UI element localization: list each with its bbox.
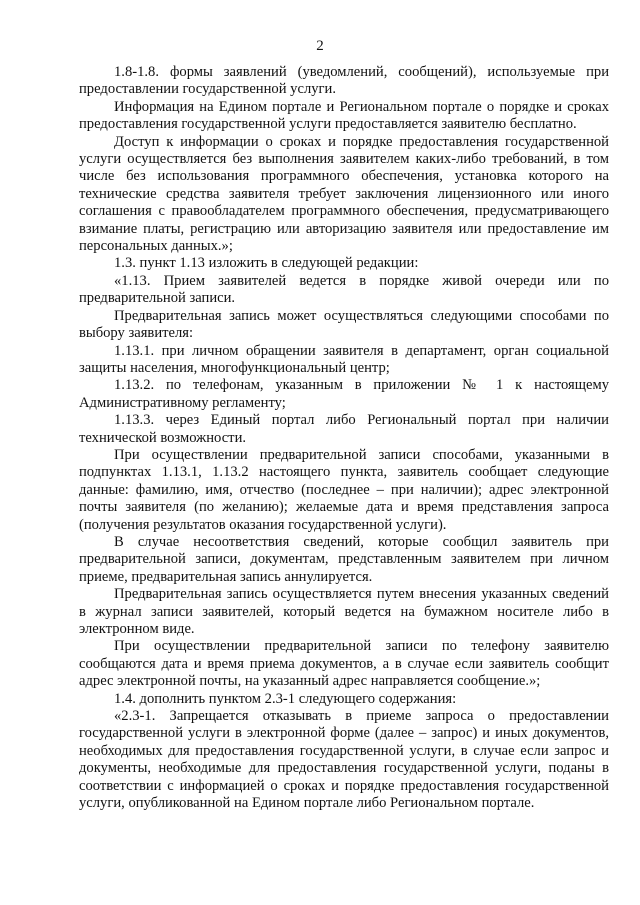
document-body [79,64,609,812]
paragraph: «2.3-1. Запрещается отказывать в приеме запроса о предоставлении государственной услуги в электронной форме (далее – запрос) и иных документов, необходимых для предоставления государственной услуги, в случае если запрос и документы, необходимые для предоставления государственной услуги, поданы в соответствии с информацией о сроках и порядке предоставления государственной услуги, опубликованной на Едином портале либо Региональном портале. [79,708,609,812]
paragraph: 1.4. дополнить пунктом 2.3-1 следующего содержания: [114,690,457,707]
paragraph: 1.3. пункт 1.13 изложить в следующей редакции: [114,255,419,272]
paragraph: 1.13.1. при личном обращении заявителя в департамент, орган социальной защиты населения, многофункциональный центр; [79,342,609,376]
paragraph: 1.8-1.8. формы заявлений (уведомлений, сообщений), используемые при предоставлении государственной услуги. [79,64,609,98]
paragraph: Доступ к информации о сроках и порядке предоставления государственной услуги осуществляется без выполнения заявителем каких-либо требований, в том числе без использования программного обеспечения, установка которого на технические средства заявителя требует заключения лицензионного или иного соглашения с правообладателем программного обеспечения, предусматривающего взимание платы, регистрацию или авторизацию заявителя или предоставление им персональных данных.»; [79,133,609,255]
paragraph: Предварительная запись осуществляется путем внесения указанных сведений в журнал записи заявителей, который ведется на бумажном носителе либо в электронном виде. [79,586,609,637]
paragraph: Информация на Едином портале и Региональном портале о порядке и сроках предоставления государственной услуги предоставляется заявителю бесплатно. [79,98,609,133]
paragraph: 1.13.3. через Единый портал либо Региональный портал при наличии технической возможности. [79,412,609,446]
paragraph: 1.13.2. по телефонам, указанным в приложении № 1 к настоящему Административному регламенту; [79,377,609,411]
page-number: 2 [316,38,324,54]
paragraph: «1.13. Прием заявителей ведется в порядке живой очереди или по предварительной записи. [79,272,609,307]
paragraph: При осуществлении предварительной записи по телефону заявителю сообщаются дата и время приема документов, а в случае если заявитель сообщит адрес электронной почты, на указанный адрес направляется сообщение.»; [79,638,609,690]
paragraph: При осуществлении предварительной записи способами, указанными в подпунктах 1.13.1, 1.13.2 настоящего пункта, заявитель сообщает следующие данные: фамилию, имя, отчество (последнее – при наличии); адрес электронной почты заявителя (по желанию); желаемые дата и время представления запроса (получения результатов оказания государственной услуги). [79,446,609,533]
paragraph: Предварительная запись может осуществляться следующими способами по выбору заявителя: [79,307,609,342]
paragraph: В случае несоответствия сведений, которые сообщил заявитель при предварительной записи, документам, представленным заявителем при личном приеме, предварительная запись аннулируется. [79,533,609,585]
